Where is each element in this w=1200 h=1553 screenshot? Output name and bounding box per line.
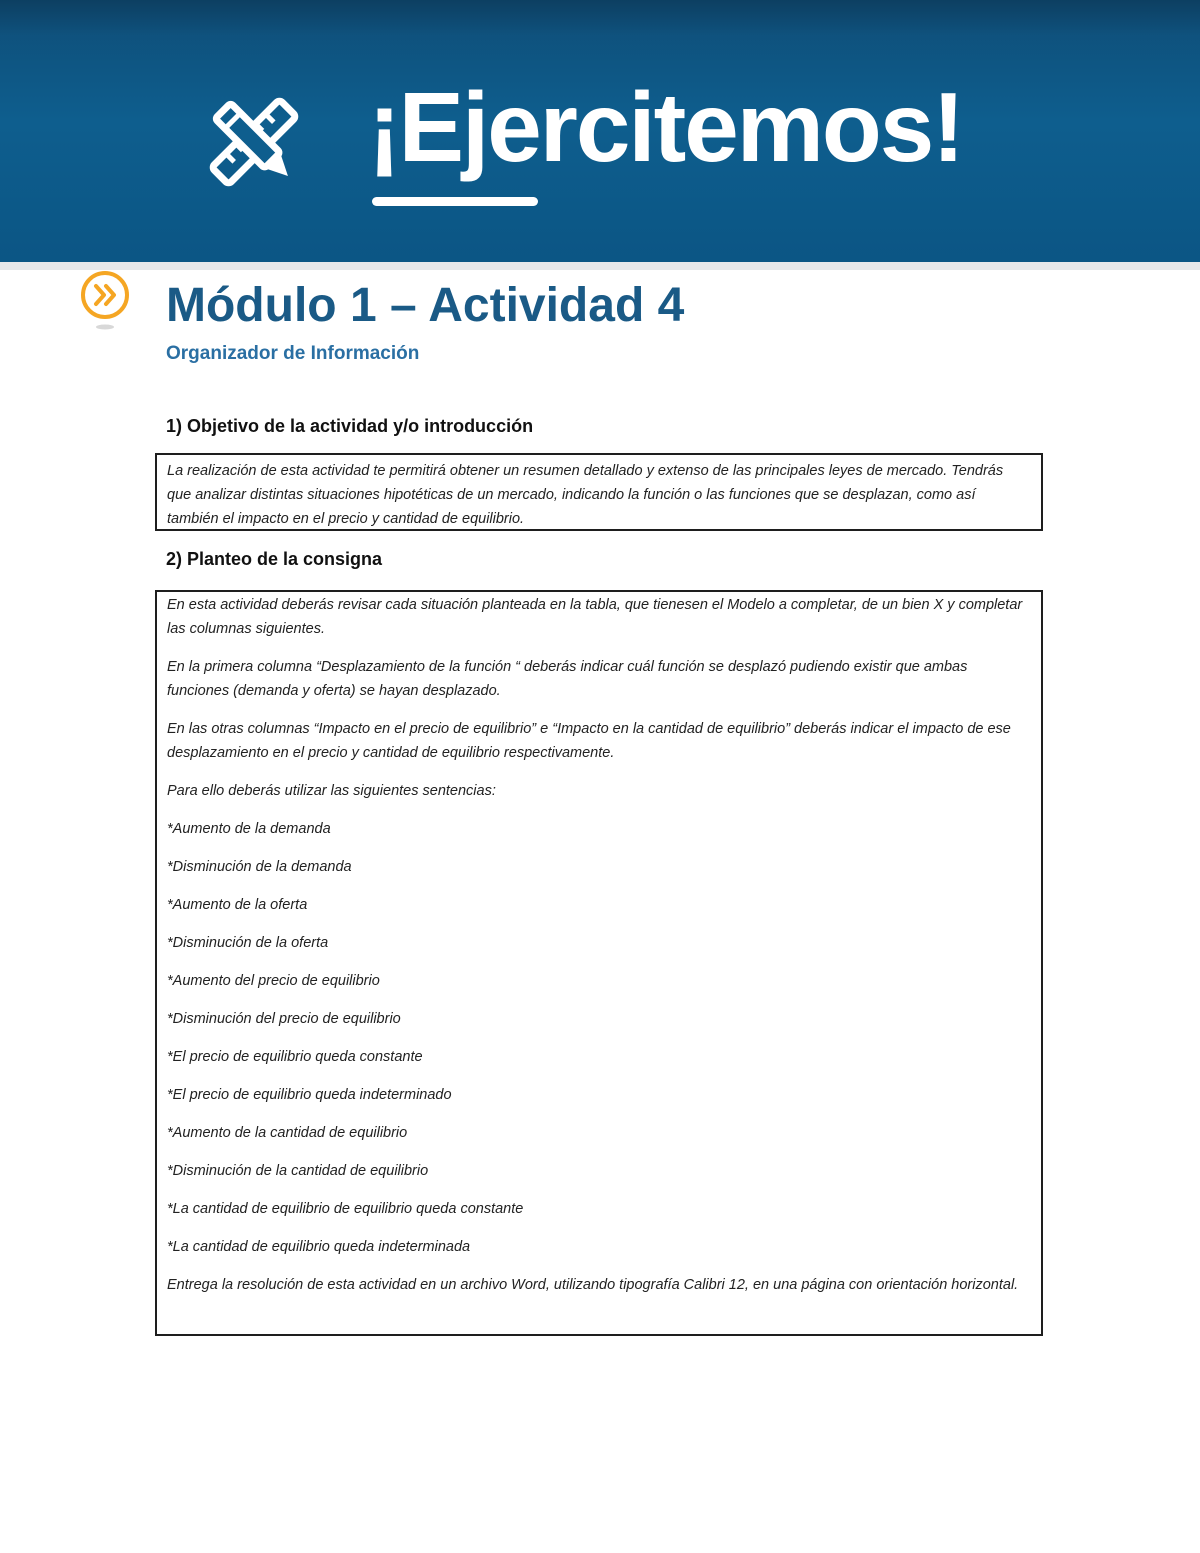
- page-subtitle: Organizador de Información: [166, 343, 420, 364]
- sentence-item: *Aumento de la cantidad de equilibrio: [167, 1125, 408, 1141]
- sentence-item: *Aumento de la oferta: [167, 897, 308, 913]
- header-banner: [0, 0, 1200, 270]
- sentence-item: *La cantidad de equilibrio de equilibrio queda constante: [167, 1201, 524, 1217]
- consigna-paragraph: Entrega la resolución de esta actividad en un archivo Word, utilizando tipografía Calibri 12, en una página con orientación horizontal.: [167, 1277, 1019, 1293]
- sentence-item: *Aumento del precio de equilibrio: [167, 973, 380, 989]
- double-chevron-right-icon: [78, 268, 134, 332]
- banner-shade: [0, 0, 1200, 36]
- sentence-item: *Disminución de la demanda: [167, 859, 352, 875]
- consigna-box: [155, 590, 1043, 1336]
- banner-divider: [0, 262, 1200, 270]
- objetivo-box: [155, 453, 1043, 531]
- banner-underline: [372, 197, 538, 206]
- section-heading-objetivo: 1) Objetivo de la actividad y/o introducción: [166, 416, 534, 436]
- consigna-paragraph: Para ello deberás utilizar las siguientes sentencias:: [167, 783, 496, 799]
- consigna-paragraph: En la primera columna “Desplazamiento de la función “ deberás indicar cuál función se desplazó pudiendo existir que ambas funciones (demanda y oferta) se hayan desplazado.: [167, 659, 968, 699]
- sentence-item: *Aumento de la demanda: [167, 821, 331, 837]
- consigna-paragraph: En esta actividad deberás revisar cada situación planteada en la tabla, que tienesen el Modelo a completar, de un bien X y completar las columnas siguientes.: [167, 597, 1023, 637]
- objetivo-paragraph: La realización de esta actividad te permitirá obtener un resumen detallado y extenso de las principales leyes de mercado. Tendrás que analizar distintas situaciones hipotéticas de un mercado, indicando la función o las funciones que se desplazan, como así también el impacto en el precio y cantidad de equilibrio.: [167, 463, 1004, 527]
- sentence-item: *La cantidad de equilibrio queda indeterminada: [167, 1239, 471, 1255]
- banner-title: ¡Ejercitemos!: [368, 72, 963, 182]
- sentence-item: *El precio de equilibrio queda indeterminado: [167, 1087, 452, 1103]
- sentence-item: *Disminución del precio de equilibrio: [167, 1011, 401, 1027]
- page-title: Módulo 1 – Actividad 4: [166, 279, 685, 332]
- sentence-item: *Disminución de la oferta: [167, 935, 329, 951]
- pencil-ruler-icon: [196, 84, 312, 200]
- sentence-item: *El precio de equilibrio queda constante: [167, 1049, 423, 1065]
- consigna-paragraph: En las otras columnas “Impacto en el precio de equilibrio” e “Impacto en la cantidad de equilibrio” deberás indicar el impacto de ese desplazamiento en el precio y cantidad de equilibrio respectivamente.: [167, 721, 1011, 761]
- section-heading-consigna: 2) Planteo de la consigna: [166, 549, 383, 569]
- sentence-item: *Disminución de la cantidad de equilibrio: [167, 1163, 429, 1179]
